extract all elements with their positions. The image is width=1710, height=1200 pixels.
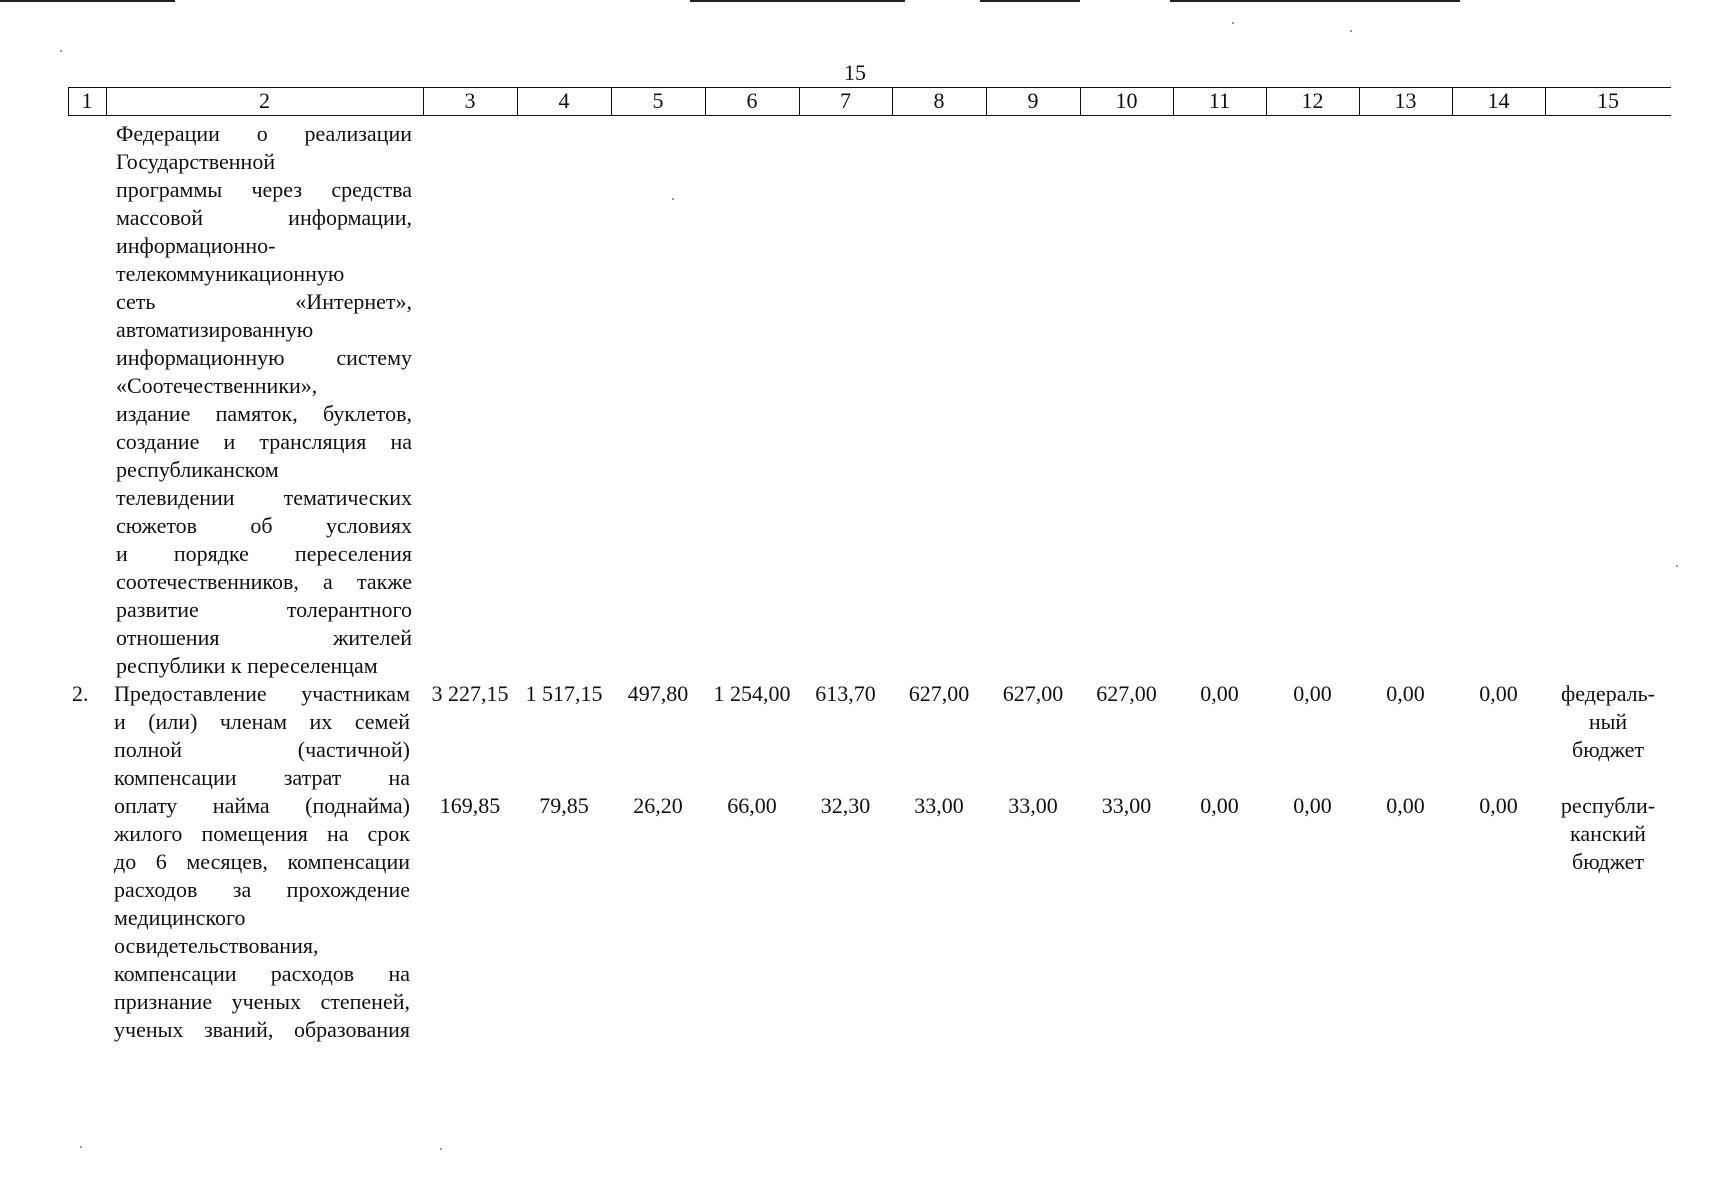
text-line: Федерации о реализации	[116, 121, 412, 146]
federal-value: 1 254,00	[713, 681, 791, 706]
text-line: Государственной	[116, 149, 276, 174]
text-line: оплату найма (поднайма)	[114, 793, 410, 818]
column-header: 11	[1208, 88, 1231, 113]
federal-value: 627,00	[908, 681, 970, 706]
text-line: республики к переселенцам	[116, 653, 378, 678]
text-line: освидетельствования,	[114, 933, 319, 958]
republic-value: 66,00	[727, 793, 777, 818]
column-header: 4	[558, 88, 570, 113]
text-line: Предоставление участникам	[114, 681, 410, 706]
column-header: 7	[840, 88, 851, 113]
federal-value: 627,00	[1096, 681, 1157, 706]
continuation-description	[116, 120, 412, 680]
scan-speck	[672, 198, 674, 200]
text-line: до 6 месяцев, компенсации	[114, 849, 410, 874]
federal-value: 497,80	[627, 681, 689, 706]
scan-speck	[440, 1148, 442, 1150]
scan-speck	[80, 1146, 82, 1148]
text-line: ученых званий, образования	[114, 1017, 410, 1042]
column-header: 14	[1487, 88, 1510, 113]
text-line: автоматизированную	[116, 317, 314, 342]
text-line: сюжетов об условиях	[116, 513, 412, 538]
federal-value-total: 3 227,15	[431, 681, 509, 706]
scan-speck	[1676, 565, 1678, 567]
row2-description	[114, 680, 410, 1044]
text-line: развитие толерантного	[116, 597, 412, 622]
column-header: 13	[1394, 88, 1417, 113]
republic-value: 0,00	[1200, 793, 1239, 818]
column-header: 2	[259, 88, 270, 113]
column-header: 5	[652, 88, 664, 113]
text-line: телевидении тематических	[116, 485, 412, 510]
source-line: бюджет	[1572, 849, 1644, 874]
column-header: 10	[1115, 88, 1138, 113]
column-header: 8	[933, 88, 945, 113]
source-line: бюджет	[1572, 737, 1644, 762]
column-header: 1	[81, 88, 93, 113]
federal-value: 627,00	[1002, 681, 1064, 706]
text-line: признание ученых степеней,	[114, 989, 410, 1014]
text-line: информационно-	[116, 233, 276, 258]
text-line: создание и трансляция на	[116, 429, 412, 454]
text-line: информационную систему	[116, 345, 412, 370]
text-line: компенсации затрат на	[114, 765, 410, 790]
column-header: 12	[1301, 88, 1324, 113]
text-line: жилого помещения на срок	[114, 821, 410, 846]
text-line: республиканском	[116, 457, 279, 482]
row-number: 2.	[72, 681, 89, 706]
republic-value: 79,85	[539, 793, 589, 818]
column-header: 6	[746, 88, 758, 113]
text-line: медицинского	[114, 905, 246, 930]
scan-speck	[1232, 22, 1234, 24]
republic-value: 33,00	[914, 793, 964, 818]
scan-speck	[60, 50, 62, 52]
text-line: полной (частичной)	[114, 737, 410, 762]
scan-speck	[1350, 30, 1352, 32]
column-header: 15	[1597, 88, 1619, 113]
federal-budget-source	[1548, 680, 1668, 764]
text-line: «Соотечественники»,	[116, 373, 318, 398]
republic-budget-source	[1548, 792, 1668, 876]
federal-value: 0,00	[1200, 681, 1239, 706]
federal-value: 0,00	[1479, 681, 1518, 706]
source-line: федераль-	[1561, 681, 1655, 706]
source-line: канский	[1570, 821, 1646, 846]
header-bottom-rule	[68, 115, 1671, 116]
federal-value: 613,70	[815, 681, 876, 706]
scan-edge-mark	[980, 0, 1080, 2]
scan-edge-mark	[1170, 0, 1460, 2]
source-line: республи-	[1560, 793, 1656, 818]
federal-value: 1 517,15	[525, 681, 603, 706]
text-line: массовой информации,	[116, 205, 412, 230]
text-line: отношения жителей	[116, 625, 412, 650]
republic-value: 33,00	[1101, 793, 1152, 818]
republic-value: 32,30	[820, 793, 871, 818]
text-line: телекоммуникационную	[116, 261, 345, 286]
text-line: издание памяток, буклетов,	[116, 401, 412, 426]
text-line: расходов за прохождение	[114, 877, 410, 902]
text-line: соотечественников, а также	[116, 569, 412, 594]
republic-value: 0,00	[1293, 793, 1332, 818]
text-line: и порядке переселения	[116, 541, 412, 566]
page-number: 15	[844, 60, 866, 85]
text-line: и (или) членам их семей	[114, 709, 410, 734]
scan-edge-mark	[0, 0, 175, 2]
republic-value: 33,00	[1008, 793, 1058, 818]
republic-value: 26,20	[633, 793, 683, 818]
text-line: компенсации расходов на	[114, 961, 410, 986]
column-header: 9	[1027, 88, 1039, 113]
column-header: 3	[464, 88, 476, 113]
federal-value: 0,00	[1386, 681, 1425, 706]
republic-value-total: 169,85	[439, 793, 501, 818]
text-line: программы через средства	[116, 177, 412, 202]
scan-edge-mark	[690, 0, 905, 2]
federal-value: 0,00	[1293, 681, 1332, 706]
text-line: сеть «Интернет»,	[116, 289, 412, 314]
republic-value: 0,00	[1386, 793, 1425, 818]
republic-value: 0,00	[1479, 793, 1518, 818]
source-line: ный	[1588, 709, 1628, 734]
